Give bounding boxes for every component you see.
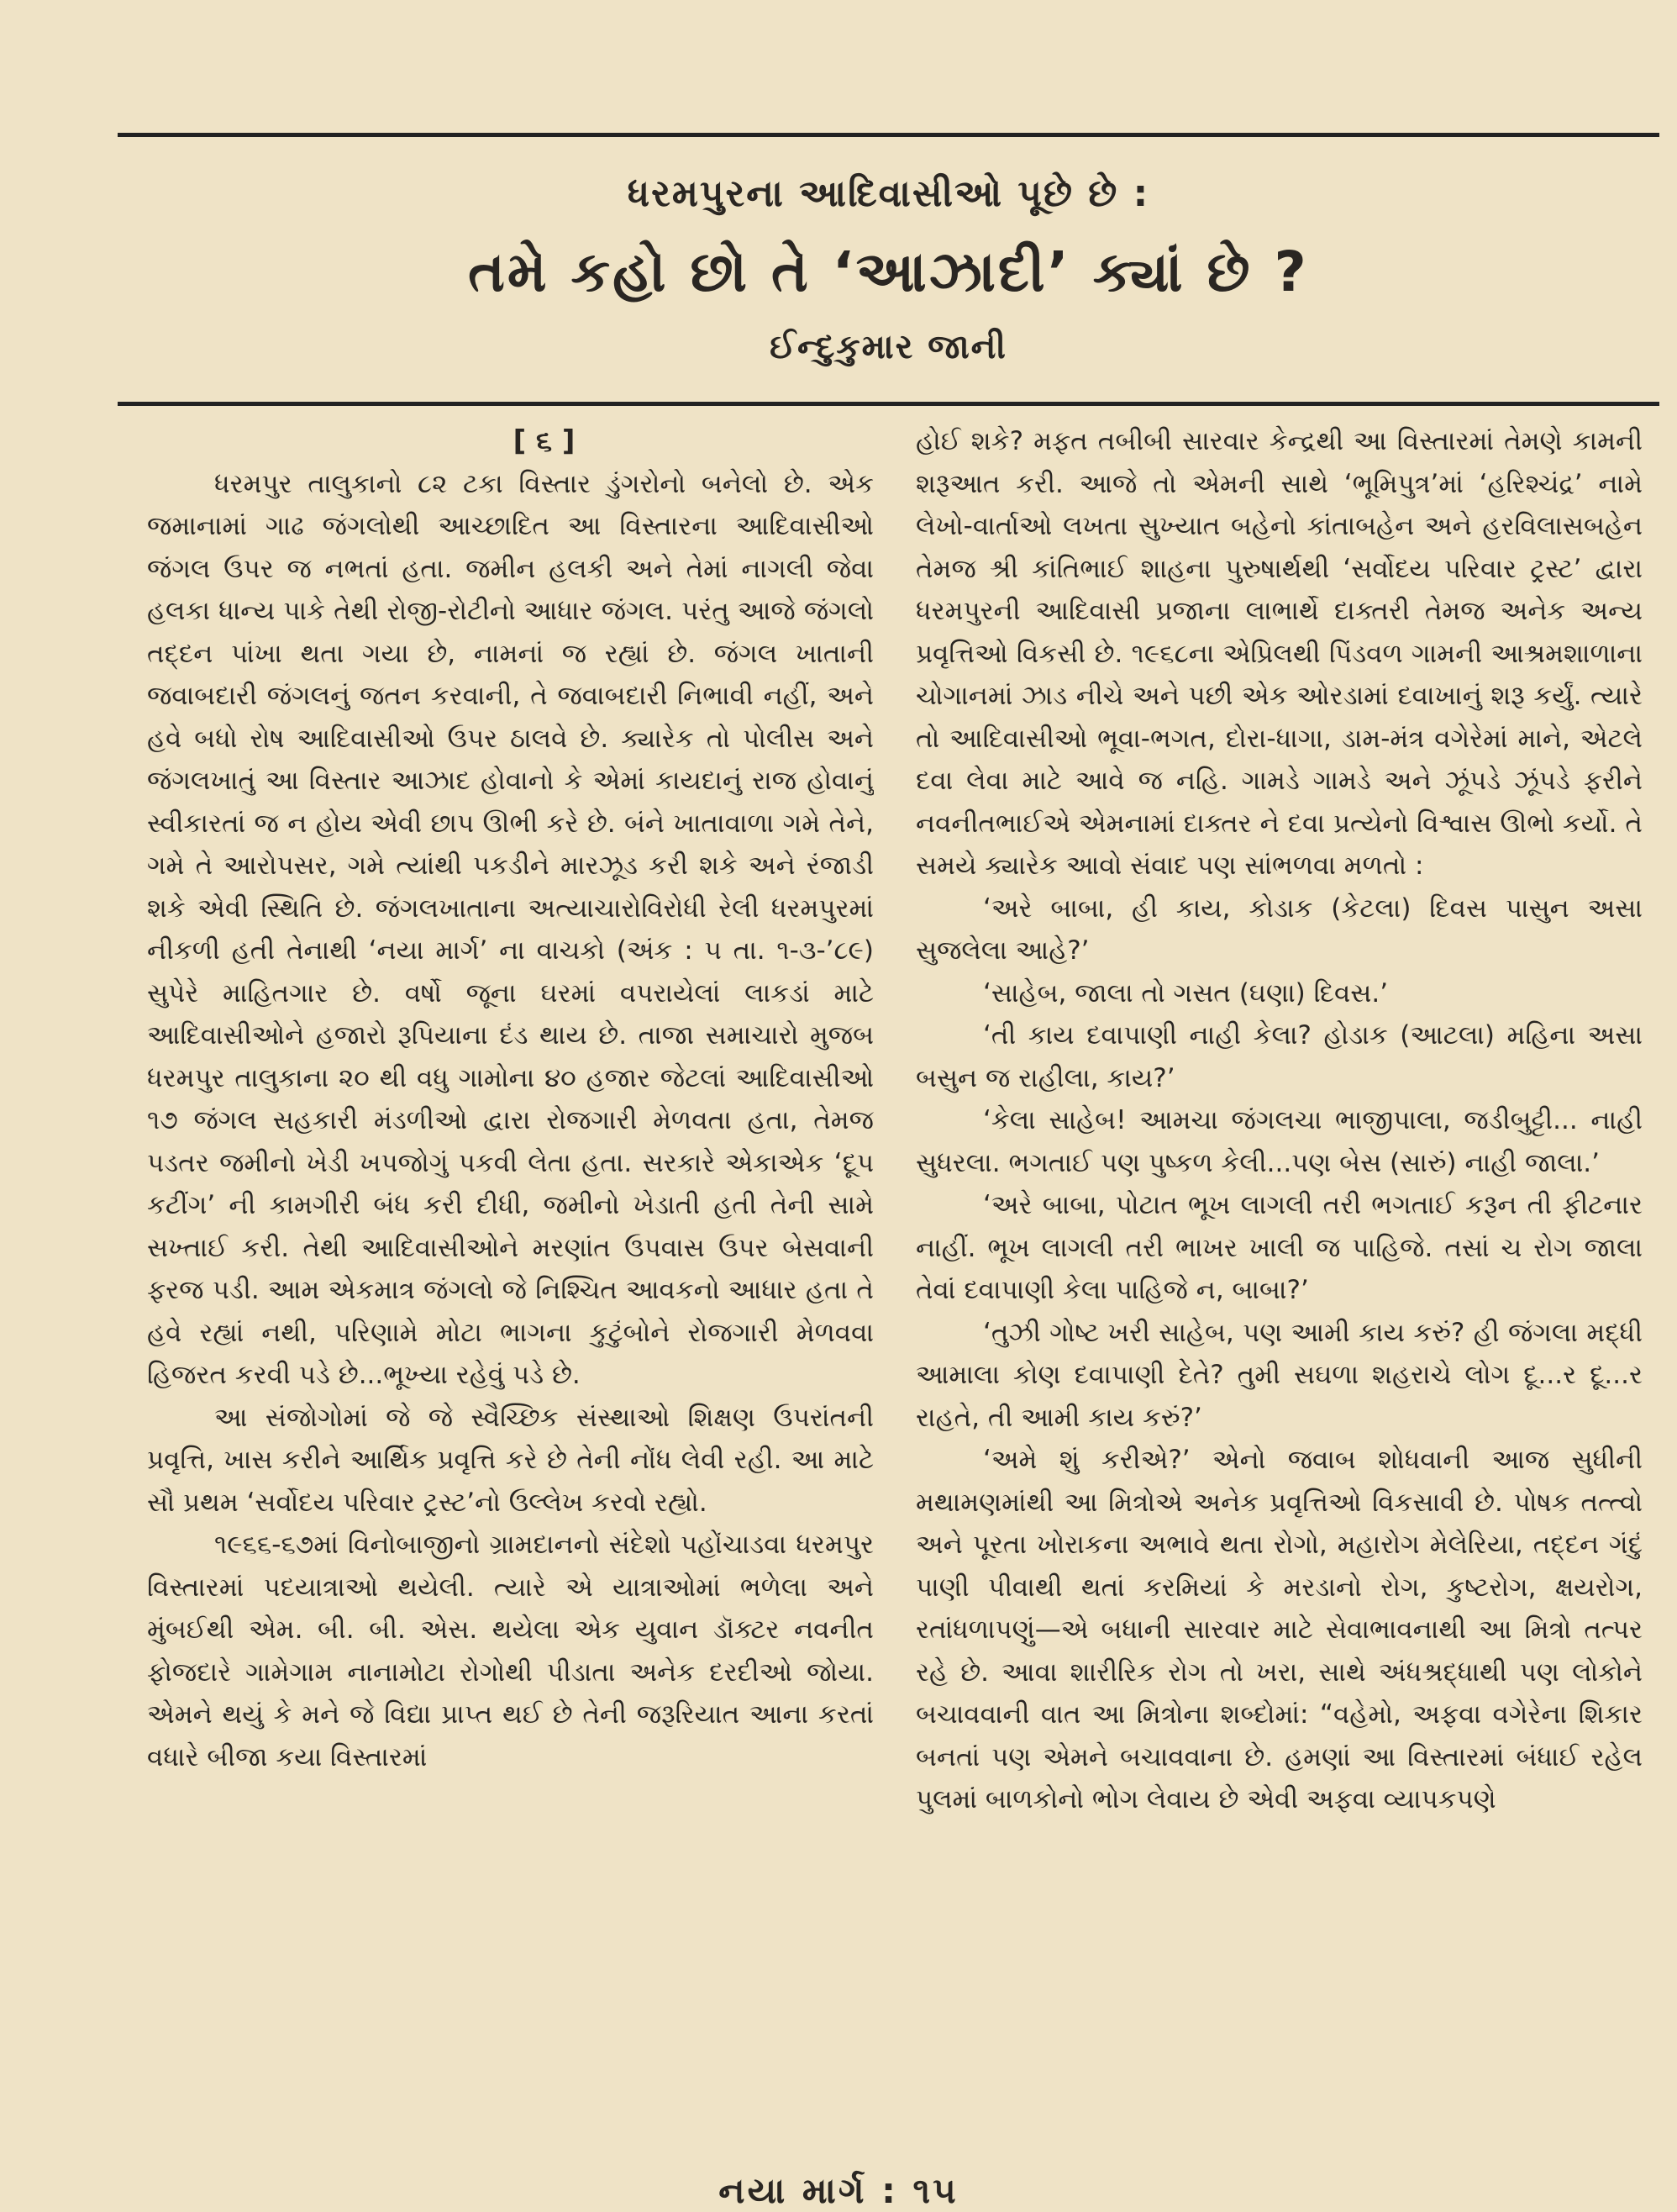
left-column <box>147 420 874 1983</box>
top-rule <box>118 133 1659 137</box>
dialogue-line: ‘અરે બાબા, પોટાત ભૂખ લાગલી તરી ભગતાઈ કરૂન તી ફીટનાર નાહીં. ભૂખ લાગલી તરી ભાખર ખાલી જ પાહિજે. તસાં ચ રોગ જાલા તેવાં દવાપાણી કેલા પાહિજે ન, બાબા?’ <box>916 1190 1643 1305</box>
dialogue-line: ‘સાહેબ, જાલા તો ગસત (ઘણા) દિવસ.’ <box>983 977 1389 1009</box>
paragraph: ધરમપુર તાલુકાનો ૮૨ ટકા વિસ્તાર ડુંગરોનો બનેલો છે. એક જમાનામાં ગાઢ જંગલોથી આચ્છાદિત આ વિસ્તારના આદિવાસીઓ જંગલ ઉપર જ નભતાં હતા. જમીન હલકી અને તેમાં નાગલી જેવા હલકા ધાન્ય પાકે તેથી રોજી-રોટીનો આધાર જંગલ. પરંતુ આજે જંગલો તદ્દન પાંખા થતા ગયા છે, નામનાં જ રહ્યાં છે. જંગલ ખાતાની જવાબદારી જંગલનું જતન કરવાની, તે જવાબદારી નિભાવી નહીં, અને હવે બધો રોષ આદિવાસીઓ ઉપર ઠાલવે છે. ક્યારેક તો પોલીસ અને જંગલખાતું આ વિસ્તાર આઝાદ હોવાનો કે એમાં કાયદાનું રાજ હોવાનું સ્વીકારતાં જ ન હોય એવી છાપ ઊભી કરે છે. બંને ખાતાવાળા ગમે તેને, ગમે તે આરોપસર, ગમે ત્યાંથી પકડીને મારઝૂડ કરી શકે અને રંજાડી શકે એવી સ્થિતિ છે. જંગલખાતાના અત્યાચારોવિરોધી રેલી ધરમપુરમાં નીકળી હતી તેનાથી ‘નયા માર્ગ’ ના વાચકો (અંક : ૫ તા. ૧-૩-’૮૯) સુપેરે માહિતગાર છે. વર્ષો જૂના ઘરમાં વપરાયેલાં લાકડાં માટે આદિવાસીઓને હજારો રૂપિયાના દંડ થાય છે. તાજા સમાચારો મુજબ ધરમપુર તાલુકાના ૨૦ થી વધુ ગામોના ૪૦ હજાર જેટલાં આદિવાસીઓ ૧૭ જંગલ સહકારી મંડળીઓ દ્વારા રોજગારી મેળવતા હતા, તેમજ પડતર જમીનો ખેડી ખપજોગું પકવી લેતા હતા. સરકારે એકાએક ‘દૂપ કટીંગ’ ની કામગીરી બંધ કરી દીધી, જમીનો ખેડાતી હતી તેની સામે સખ્તાઈ કરી. તેથી આદિવાસીઓને મરણાંત ઉપવાસ ઉપર બેસવાની ફરજ પડી. આમ એકમાત્ર જંગલો જે નિશ્ચિત આવકનો આધાર હતા તે હવે રહ્યાં નથી, પરિણામે મોટા ભાગના કુટુંબોને રોજગારી મેળવવા હિજરત કરવી પડે છે...ભૂખ્યા રહેવું પડે છે. <box>147 468 874 1390</box>
dialogue-line: ‘અરે બાબા, હી કાય, કોડાક (કેટલા) દિવસ પાસુન અસા સુજલેલા આહે?’ <box>916 893 1643 966</box>
right-column <box>916 420 1643 1983</box>
dialogue-line: ‘તી કાય દવાપાણી નાહી કેલા? હોડાક (આટલા) મહિના અસા બસુન જ રાહીલા, કાય?’ <box>916 1020 1643 1093</box>
paragraph: આ સંજોગોમાં જે જે સ્વૈચ્છિક સંસ્થાઓ શિક્ષણ ઉપરાંતની પ્રવૃત્તિ, ખાસ કરીને આર્થિક પ્રવૃત્તિ કરે છે તેની નોંધ લેવી રહી. આ માટે સૌ પ્રથમ ‘સર્વોદય પરિવાર ટ્રસ્ટ’નો ઉલ્લેખ કરવો રહ્યો. <box>147 1402 874 1518</box>
article-kicker: ધરમપુરના આદિવાસીઓ પૂછે છે : <box>627 172 1150 215</box>
page-footer: નયા માર્ગ : ૧૫ <box>718 2170 959 2211</box>
paragraph: હોઈ શકે? મફત તબીબી સારવાર કેન્દ્રથી આ વિસ્તારમાં તેમણે કામની શરૂઆત કરી. આજે તો એમની સાથે ‘ભૂમિપુત્ર’માં ‘હરિશ્ચંદ્ર’ નામે લેખો-વાર્તાઓ લખતા સુખ્યાત બહેનો કાંતાબહેન અને હરવિલાસબહેન તેમજ શ્રી કાંતિભાઈ શાહના પુરુષાર્થથી ‘સર્વોદય પરિવાર ટ્રસ્ટ’ દ્વારા ધરમપુરની આદિવાસી પ્રજાના લાભાર્થે દાક્તરી તેમજ અનેક અન્ય પ્રવૃત્તિઓ વિકસી છે. ૧૯૬૮ના એપ્રિલથી પિંડવળ ગામની આશ્રમશાળાના ચોગાનમાં ઝાડ નીચે અને પછી એક ઓરડામાં દવાખાનું શરૂ કર્યું. ત્યારે તો આદિવાસીઓ ભૂવા-ભગત, દોરા-ધાગા, ડામ-મંત્ર વગેરેમાં માને, એટલે દવા લેવા માટે આવે જ નહિ. ગામડે ગામડે અને ઝૂંપડે ઝૂંપડે ફરીને નવનીતભાઈએ એમનામાં દાક્તર ને દવા પ્રત્યેનો વિશ્વાસ ઊભો કર્યો. તે સમયે ક્યારેક આવો સંવાદ પણ સાંભળવા મળતો : <box>916 426 1643 881</box>
dialogue-line: ‘કેલા સાહેબ! આમચા જંગલચા ભાજીપાલા, જડીબુટ્ટી... નાહી સુધરલા. ભગતાઈ પણ પુષ્કળ કેલી...પણ બેસ (સારું) નાહી જાલા.’ <box>916 1105 1643 1178</box>
article-title: તમે કહો છો તે ‘આઝાદી’ ક્યાં છે ? <box>468 240 1309 304</box>
dialogue-line: ‘તુઝી ગોષ્ટ ખરી સાહેબ, પણ આમી કાય કરું? હી જંગલા મદ્ધી આમાલા કોણ દવાપાણી દેતે? તુમી સઘળા શહરાચે લોગ દૂ...ર દૂ...ર રાહતે, તી આમી કાય કરું?’ <box>916 1317 1643 1433</box>
section-number: [ ૬ ] <box>513 424 576 458</box>
paragraph: ૧૯૬૬-૬૭માં વિનોબાજીનો ગ્રામદાનનો સંદેશો પહોંચાડવા ધરમપુર વિસ્તારમાં પદયાત્રાઓ થયેલી. ત્યારે એ યાત્રાઓમાં ભળેલા અને મુંબઈથી એમ. બી. બી. એસ. થયેલા એક યુવાન ડૉક્ટર નવનીત ફોજદારે ગામેગામ નાનામોટા રોગોથી પીડાતા અનેક દરદીઓ જોયા. એમને થયું કે મને જે વિદ્યા પ્રાપ્ત થઈ છે તેની જરૂરિયાત આના કરતાં વધારે બીજા કયા વિસ્તારમાં <box>147 1530 874 1772</box>
article-author: ઈન્દુકુમાર જાની <box>770 328 1007 366</box>
header-rule <box>118 402 1659 406</box>
paragraph: ‘અમે શું કરીએ?’ એનો જવાબ શોધવાની આજ સુધીની મથામણમાંથી આ મિત્રોએ અનેક પ્રવૃત્તિઓ વિકસાવી છે. પોષક તત્ત્વો અને પૂરતા ખોરાકના અભાવે થતા રોગો, મહારોગ મેલેરિયા, તદ્દન ગંદું પાણી પીવાથી થતાં કરમિયાં કે મરડાનો રોગ, કુષ્ટરોગ, ક્ષયરોગ, રતાંધળાપણું—એ બધાની સારવાર માટે સેવાભાવનાથી આ મિત્રો તત્પર રહે છે. આવા શારીરિક રોગ તો ખરા, સાથે અંધશ્રદ્ધાથી પણ લોકોને બચાવવાની વાત આ મિત્રોના શબ્દોમાં: “વહેમો, અફવા વગેરેના શિકાર બનતાં પણ એમને બચાવવાના છે. હમણાં આ વિસ્તારમાં બંધાઈ રહેલ પુલમાં બાળકોનો ભોગ લેવાય છે એવી અફવા વ્યાપકપણે <box>916 1445 1643 1814</box>
